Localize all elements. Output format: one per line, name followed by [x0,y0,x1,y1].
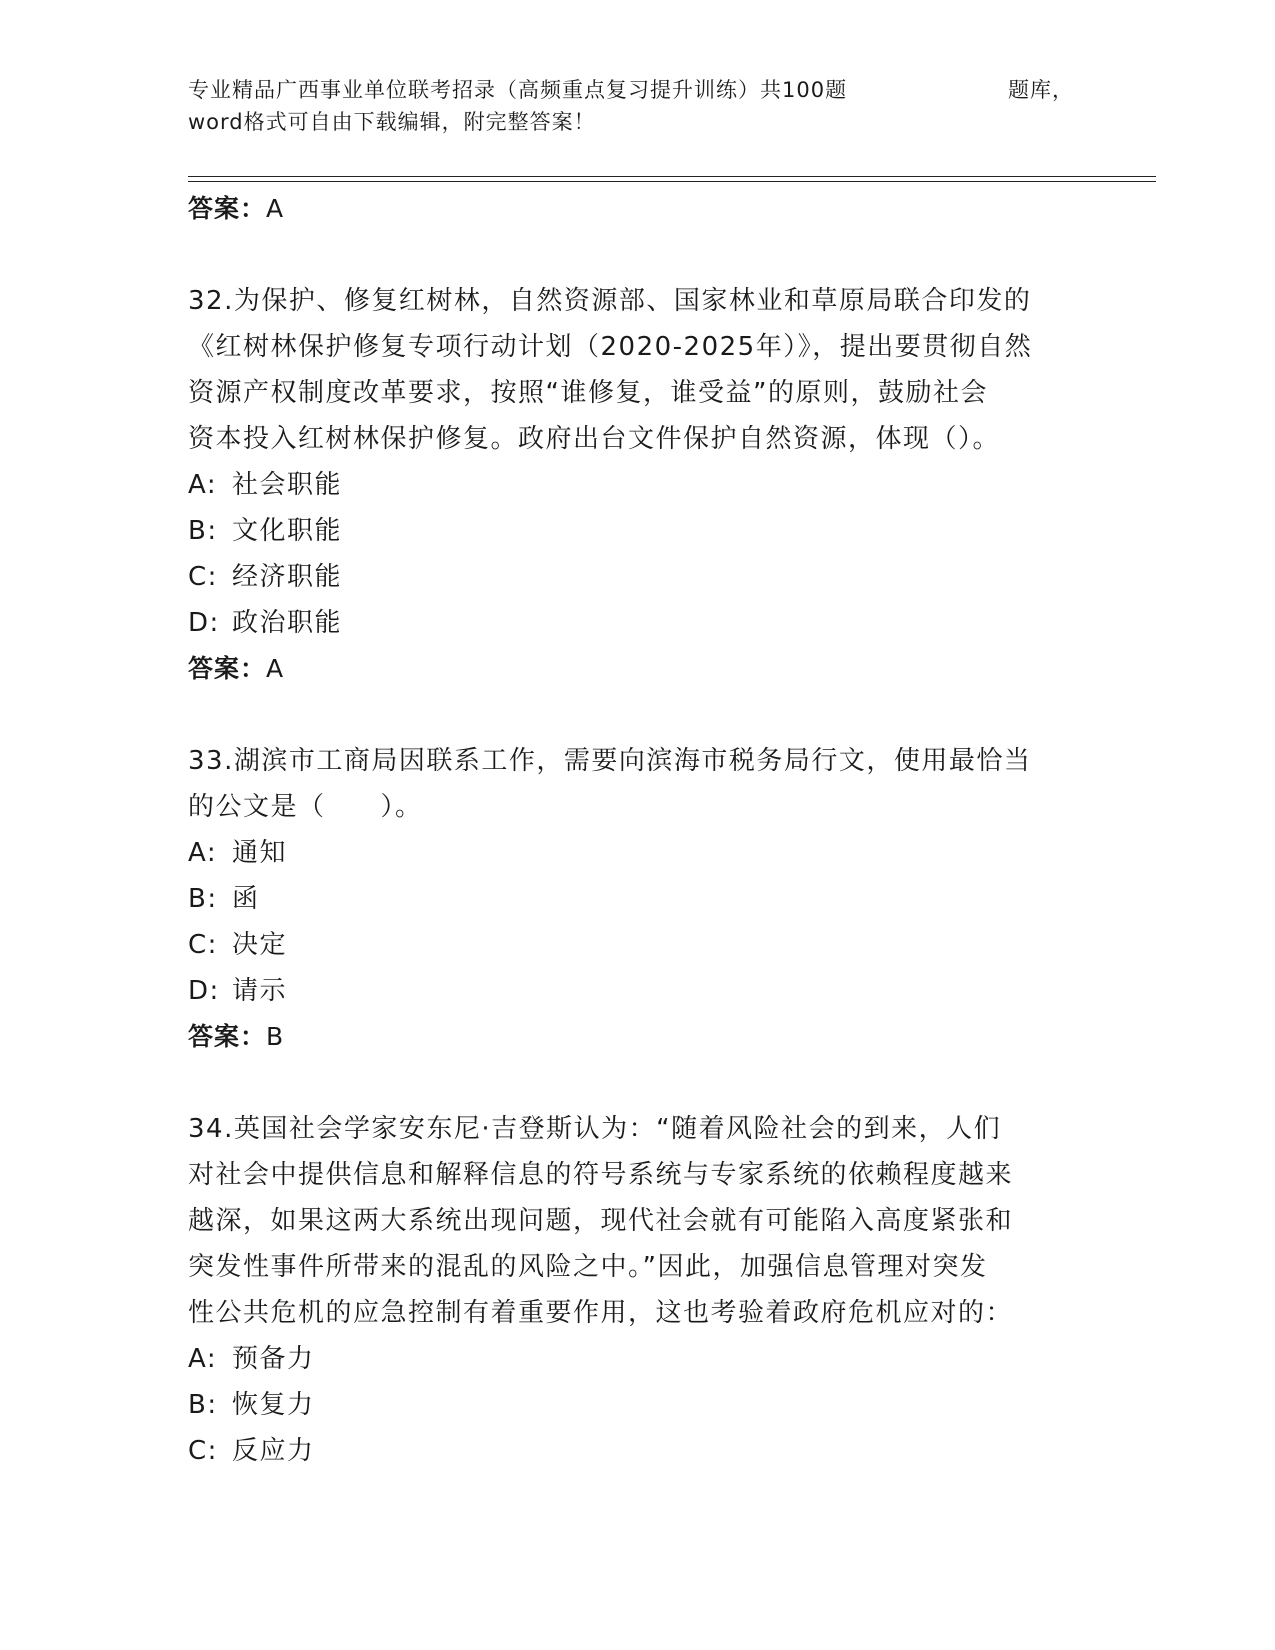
question-stem-line: 《红树林保护修复专项行动计划（2020-2025年）》，提出要贯彻自然 [188,332,1033,362]
question-34 [188,1060,1088,1474]
header-divider-top [188,176,1156,177]
question-stem-line: 资源产权制度改革要求，按照“谁修复，谁受益”的原则，鼓励社会 [188,378,988,408]
answer-value: A [266,654,285,683]
option-c [188,554,1088,600]
option-text: 请示 [232,976,288,1006]
option-letter: C: [188,562,218,592]
option-b [188,1382,1088,1428]
question-stem-line: 越深，如果这两大系统出现问题，现代社会就有可能陷入高度紧张和 [188,1206,1014,1236]
option-letter: B: [188,1390,218,1420]
answer-label: 答案： [188,654,267,683]
answer-value: A [266,194,285,223]
question-stem-line: 对社会中提供信息和解释信息的符号系统与专家系统的依赖程度越来 [188,1160,1014,1190]
header-line-1 [188,74,1074,106]
option-d [188,600,1088,646]
option-text: 经济职能 [232,562,343,592]
option-letter: D: [188,608,220,638]
header-title: 专业精品广西事业单位联考招录（高频重点复习提升训练）共100题 [188,78,848,102]
page-header [188,74,1074,138]
question-stem-line: 的公文是（ ）。 [188,792,423,822]
option-letter: C: [188,930,218,960]
option-d [188,968,1088,1014]
question-stem-line: 32.为保护、修复红树林，自然资源部、国家林业和草原局联合印发的 [188,286,1032,316]
option-text: 决定 [232,930,288,960]
option-letter: A: [188,838,218,868]
option-text: 政治职能 [232,608,343,638]
option-text: 预备力 [232,1344,315,1374]
question-stem-line: 突发性事件所带来的混乱的风险之中。”因此，加强信息管理对突发 [188,1252,988,1282]
header-divider-bottom [188,181,1156,182]
question-stem-line: 性公共危机的应急控制有着重要作用，这也考验着政府危机应对的： [188,1298,1014,1328]
option-text: 社会职能 [232,470,343,500]
option-b [188,508,1088,554]
question-33 [188,692,1088,1060]
option-text: 函 [232,884,260,914]
option-text: 文化职能 [232,516,343,546]
answer-label: 答案： [188,194,267,223]
header-title-suffix: 题库， [1008,78,1074,102]
option-c [188,1428,1088,1474]
answer-label: 答案： [188,1022,267,1051]
question-stem-line: 资本投入红树林保护修复。政府出台文件保护自然资源，体现（）。 [188,424,1001,454]
option-letter: A: [188,470,218,500]
option-letter: D: [188,976,220,1006]
option-letter: A: [188,1344,218,1374]
question-stem-line: 34.英国社会学家安东尼·吉登斯认为：“随着风险社会的到来，人们 [188,1114,1002,1144]
option-b [188,876,1088,922]
option-text: 通知 [232,838,288,868]
question-32 [188,232,1088,692]
option-a [188,830,1088,876]
header-subtitle: word格式可自由下载编辑，附完整答案！ [188,110,596,134]
question-stem-line: 33.湖滨市工商局因联系工作，需要向滨海市税务局行文，使用最恰当 [188,746,1032,776]
option-a [188,462,1088,508]
option-text: 恢复力 [232,1390,315,1420]
option-text: 反应力 [232,1436,315,1466]
answer-line [188,1014,1088,1060]
option-c [188,922,1088,968]
option-letter: B: [188,516,218,546]
answer-value: B [266,1022,285,1051]
option-letter: B: [188,884,218,914]
option-letter: C: [188,1436,218,1466]
option-a [188,1336,1088,1382]
document-body [188,186,1088,1474]
answer-line [188,646,1088,692]
answer-line [188,186,1088,232]
